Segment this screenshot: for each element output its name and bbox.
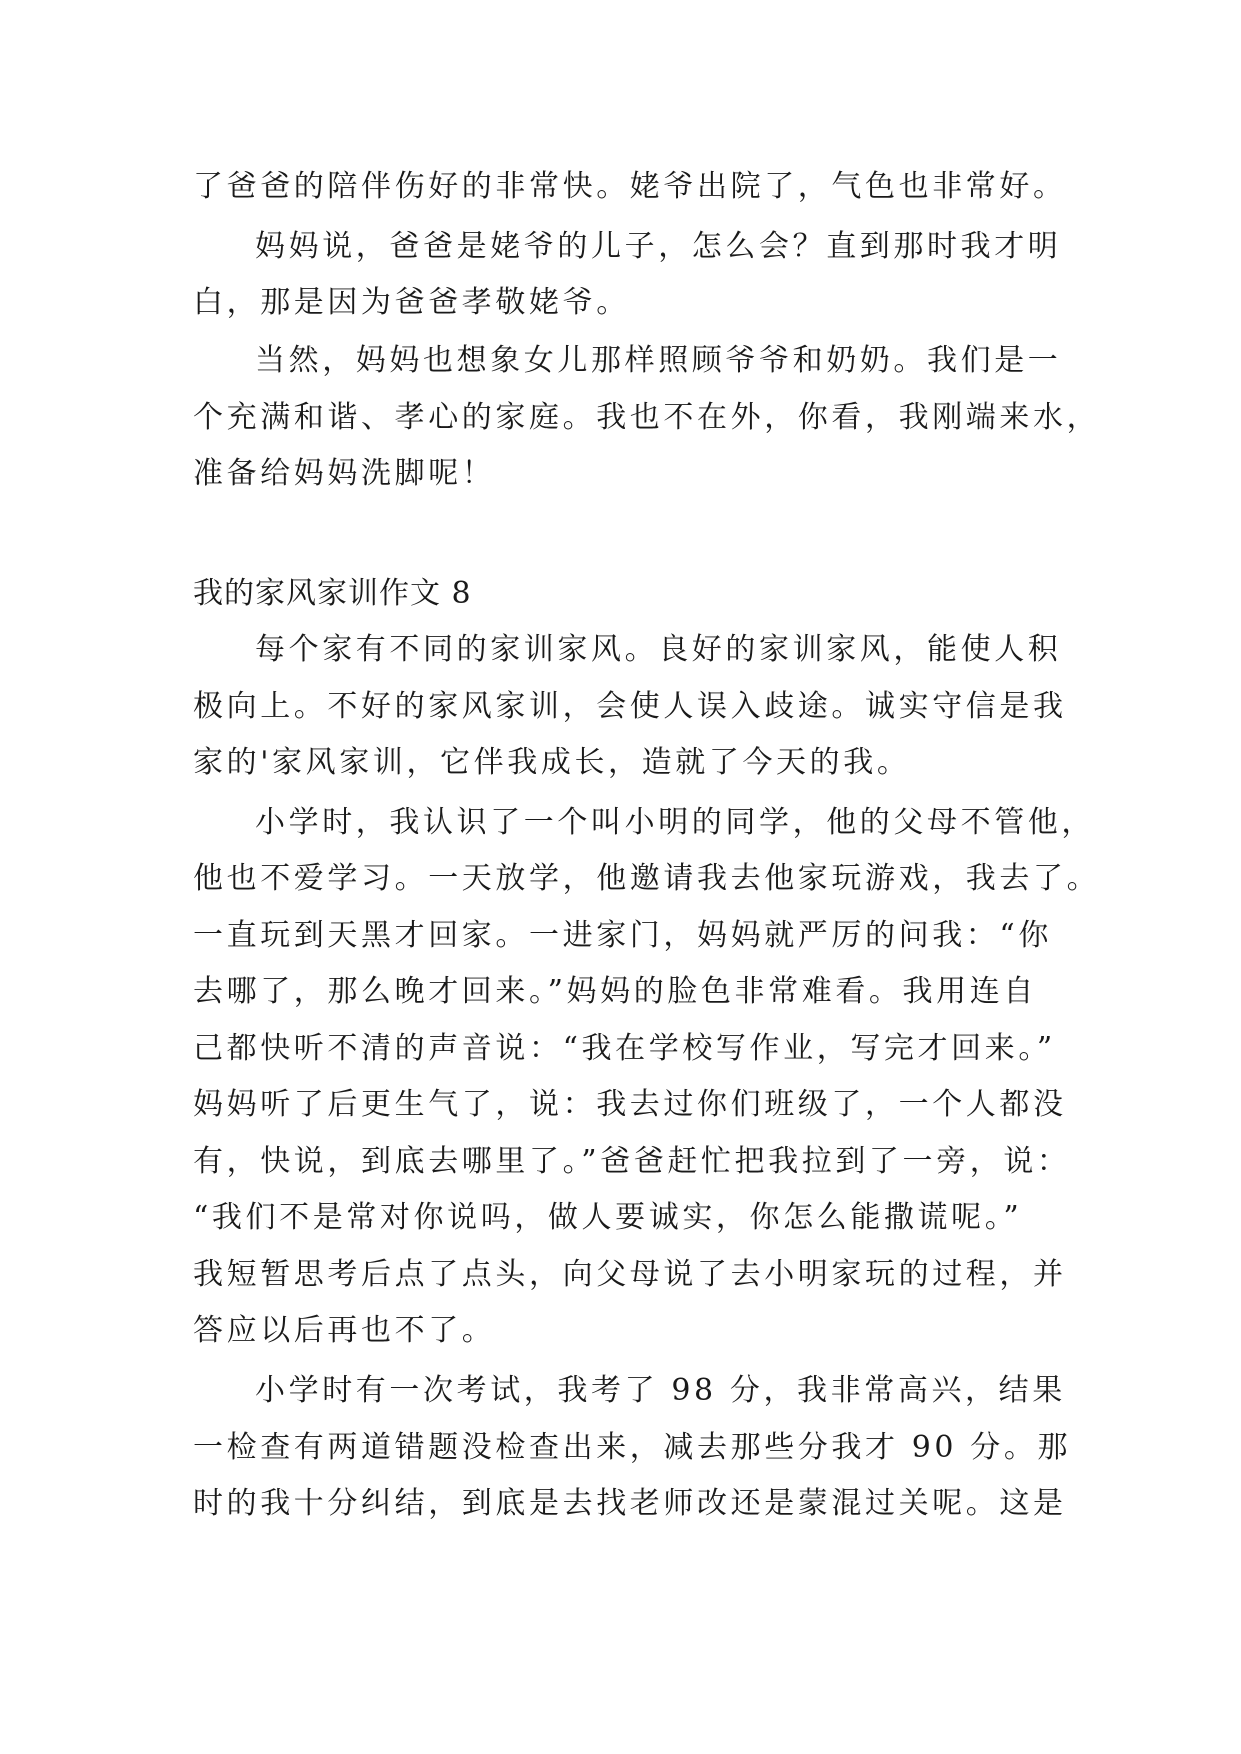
paragraph-1-line-1: 了爸爸的陪伴伤好的非常快。姥爷出院了，气色也非常好。 — [193, 169, 1067, 204]
paragraph-6-line-1: 小学时有一次考试，我考了 98 分，我非常高兴，结果 — [255, 1373, 1066, 1408]
paragraph-2-line-1: 妈妈说，爸爸是姥爷的儿子，怎么会？直到那时我才明 — [255, 229, 1062, 264]
paragraph-5-line-1: 小学时，我认识了一个叫小明的同学，他的父母不管他， — [255, 805, 1095, 840]
paragraph-4-line-3: 家的'家风家训，它伴我成长，造就了今天的我。 — [193, 745, 911, 780]
paragraph-4-line-2: 极向上。不好的家风家训，会使人误入歧途。诚实守信是我 — [193, 689, 1067, 724]
paragraph-3-line-1: 当然，妈妈也想象女儿那样照顾爷爷和奶奶。我们是一 — [255, 343, 1062, 378]
section-heading: 我的家风家训作文 8 — [193, 576, 472, 611]
paragraph-5-line-10: 答应以后再也不了。 — [193, 1313, 496, 1348]
paragraph-6-line-2: 一检查有两道错题没检查出来，减去那些分我才 90 分。那 — [193, 1430, 1072, 1465]
paragraph-2-line-2: 白，那是因为爸爸孝敬姥爷。 — [193, 285, 630, 320]
paragraph-5-line-7: 有，快说，到底去哪里了。”爸爸赶忙把我拉到了一旁，说： — [193, 1144, 1071, 1179]
paragraph-3-line-2: 个充满和谐、孝心的家庭。我也不在外，你看，我刚端来水， — [193, 400, 1101, 435]
paragraph-4-line-1: 每个家有不同的家训家风。良好的家训家风，能使人积 — [255, 632, 1062, 667]
paragraph-5-line-3: 一直玩到天黑才回家。一进家门，妈妈就严厉的问我：“你 — [193, 918, 1052, 953]
paragraph-5-line-4: 去哪了，那么晚才回来。”妈妈的脸色非常难看。我用连自 — [193, 974, 1037, 1009]
paragraph-5-line-9: 我短暂思考后点了点头，向父母说了去小明家玩的过程，并 — [193, 1257, 1067, 1292]
paragraph-5-line-6: 妈妈听了后更生气了，说：我去过你们班级了，一个人都没 — [193, 1087, 1067, 1122]
paragraph-5-line-5: 己都快听不清的声音说：“我在学校写作业，写完才回来。” — [193, 1031, 1056, 1066]
paragraph-6-line-3: 时的我十分纠结，到底是去找老师改还是蒙混过关呢。这是 — [193, 1486, 1067, 1521]
paragraph-5-line-2: 他也不爱学习。一天放学，他邀请我去他家玩游戏，我去了。 — [193, 861, 1101, 896]
paragraph-3-line-3: 准备给妈妈洗脚呢！ — [193, 456, 496, 491]
paragraph-5-line-8: “我们不是常对你说吗，做人要诚实，你怎么能撒谎呢。” — [193, 1200, 1023, 1235]
